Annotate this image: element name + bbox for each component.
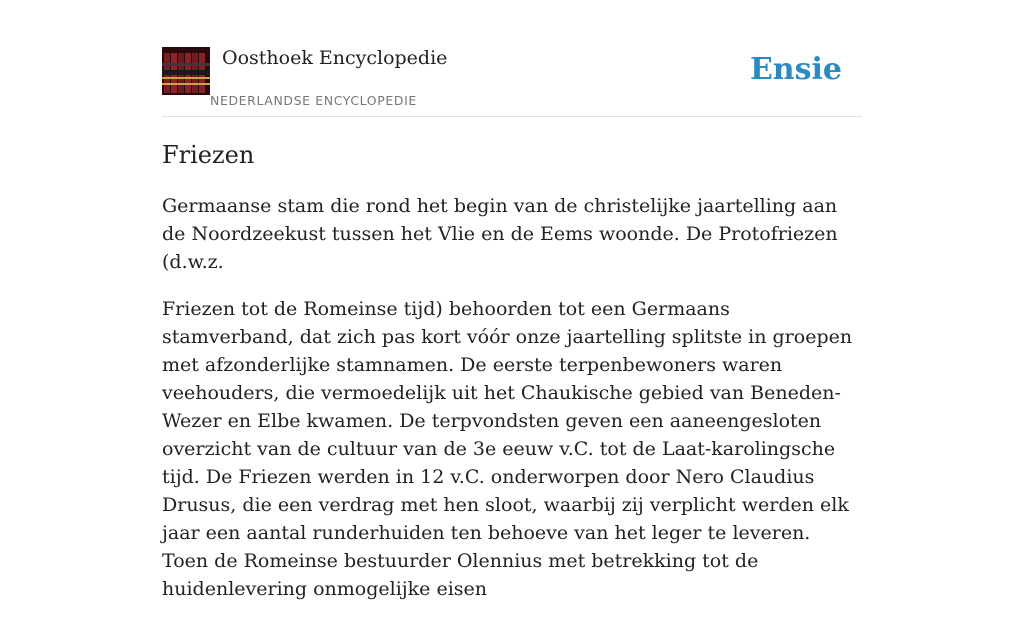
brand-logo-link[interactable]: Ensie bbox=[749, 52, 842, 87]
page-container bbox=[162, 0, 862, 600]
site-subtitle: NEDERLANDSE ENCYCLOPEDIE bbox=[210, 93, 417, 108]
encyclopedia-books-icon[interactable] bbox=[162, 47, 210, 95]
page-title: Friezen bbox=[162, 141, 255, 169]
article-paragraph: Friezen tot de Romeinse tijd) behoorden tot een Germaans stamverband, dat zich pas kort vóór onze jaartelling splitste in groepen met afzonderlijke stamnamen. De eerste terpenbewoners waren veehouders, die vermoedelijk uit het Chaukische gebied van Beneden-Wezer en Elbe kwamen. De terpvondsten geven een aaneengesloten overzicht van de cultuur van de 3e eeuw v.C. tot de Laat-karolingsche tijd. De Friezen werden in 12 v.C. onderworpen door Nero Claudius Drusus, die een verdrag met hen sloot, waarbij zij verplicht werden elk jaar een aantal runderhuiden ten behoeve van het leger te leveren. Toen de Romeinse bestuurder Olennius met betrekking tot de huidenlevering onmogelijke eisen bbox=[162, 298, 853, 600]
article-paragraph: Germaanse stam die rond het begin van de christelijke jaartelling aan de Noordzeekust tussen het Vlie en de Eems woonde. De Protofriezen (d.w.z. bbox=[162, 195, 838, 273]
site-title[interactable]: Oosthoek Encyclopedie bbox=[222, 47, 448, 69]
site-header bbox=[162, 0, 862, 117]
article-body bbox=[162, 192, 862, 622]
